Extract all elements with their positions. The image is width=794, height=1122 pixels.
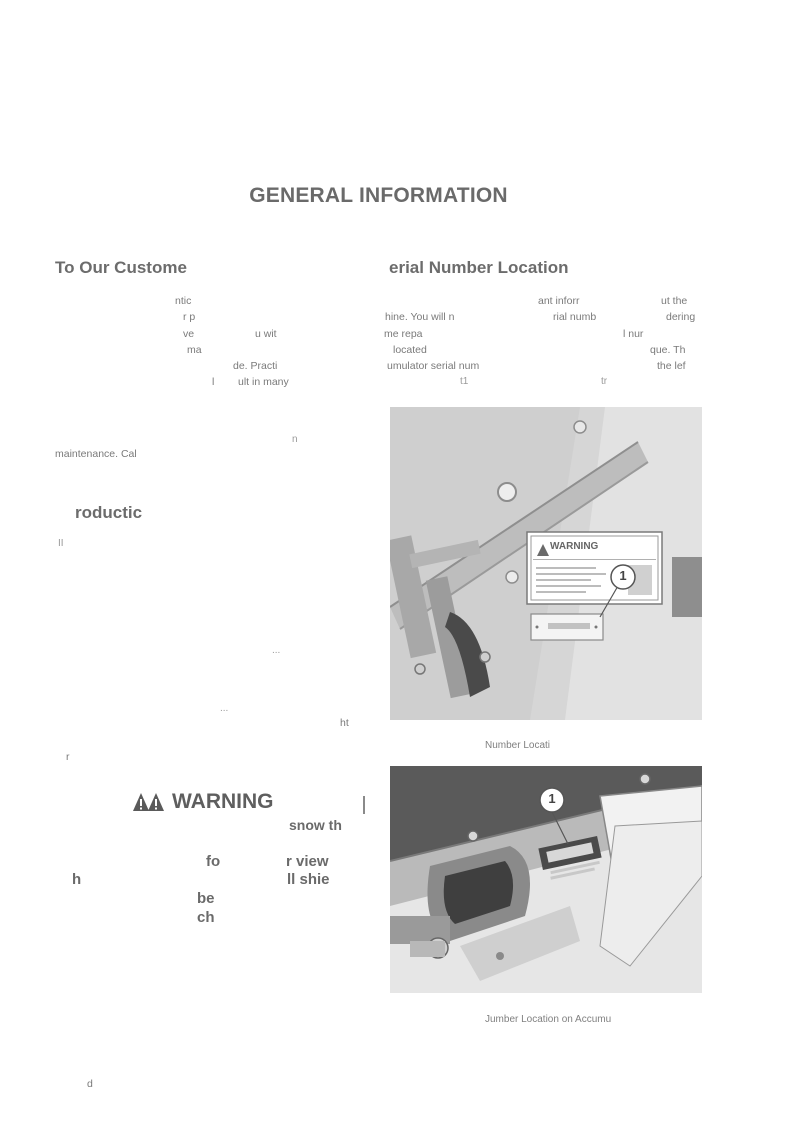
warning-text-fragment: fo <box>206 853 221 870</box>
text-fragment: ut the <box>661 295 688 307</box>
text-fragment: ... <box>272 645 281 656</box>
warning-text-fragment: ll shie <box>287 871 330 888</box>
text-fragment: tr <box>601 376 608 387</box>
warning-block-header <box>132 790 274 814</box>
text-fragment: ... <box>220 703 229 714</box>
text-fragment: me repa <box>384 328 423 340</box>
heading-introduction: roductic <box>75 503 143 522</box>
text-fragment: ant inforr <box>538 295 580 307</box>
photo-caption: Jumber Location on Accumu <box>485 1014 612 1025</box>
warning-text-fragment: ch <box>197 909 215 926</box>
text-fragment: r <box>66 751 70 763</box>
text-fragment: dering <box>666 311 696 323</box>
text-fragment: ht <box>340 717 349 729</box>
warning-text-fragment: snow th <box>289 817 342 833</box>
text-fragment: l nur <box>623 328 644 340</box>
text-fragment: t1 <box>460 376 469 387</box>
photo-serial-plate-accumulator <box>390 766 702 993</box>
text-fragment: maintenance. Cal <box>55 448 137 460</box>
warning-text-fragment: r view <box>286 853 329 870</box>
text-fragment: located <box>393 344 427 356</box>
heading-serial-number-location: erial Number Location <box>389 258 569 277</box>
text-fragment: umulator serial num <box>387 360 480 372</box>
text-fragment: rial numb <box>553 311 597 323</box>
text-fragment: r p <box>183 311 196 323</box>
text-fragment: u wit <box>255 328 277 340</box>
photo-serial-plate-deck <box>390 407 702 720</box>
heading-to-our-customers: To Our Custome <box>55 258 187 277</box>
footer-fragment: d <box>87 1078 93 1090</box>
warning-text-fragment: be <box>197 890 215 907</box>
warning-title: WARNING <box>172 790 274 813</box>
text-fragment: ma <box>187 344 202 356</box>
warning-text-fragment: h <box>72 871 82 888</box>
text-fragment: ult in many <box>238 376 289 388</box>
text-fragment: hine. You will n <box>385 311 455 323</box>
warning-triangle-icon <box>132 792 168 812</box>
text-fragment: ve <box>183 328 195 340</box>
callout-number: 1 <box>548 791 556 806</box>
text-fragment: ntic <box>175 295 192 307</box>
text-fragment: l <box>212 376 215 388</box>
callout-number: 1 <box>619 568 627 583</box>
margin-bar <box>363 796 365 814</box>
text-fragment: n <box>292 434 298 445</box>
page-title: GENERAL INFORMATION <box>249 184 508 207</box>
text-fragment: que. Th <box>650 344 686 356</box>
text-fragment: the lef <box>657 360 686 372</box>
photo-caption: Number Locati <box>485 740 551 751</box>
photo-illustration <box>390 407 702 720</box>
decal-warning-label: WARNING <box>550 541 599 552</box>
text-fragment: II <box>58 538 64 549</box>
text-fragment: de. Practi <box>233 360 278 372</box>
